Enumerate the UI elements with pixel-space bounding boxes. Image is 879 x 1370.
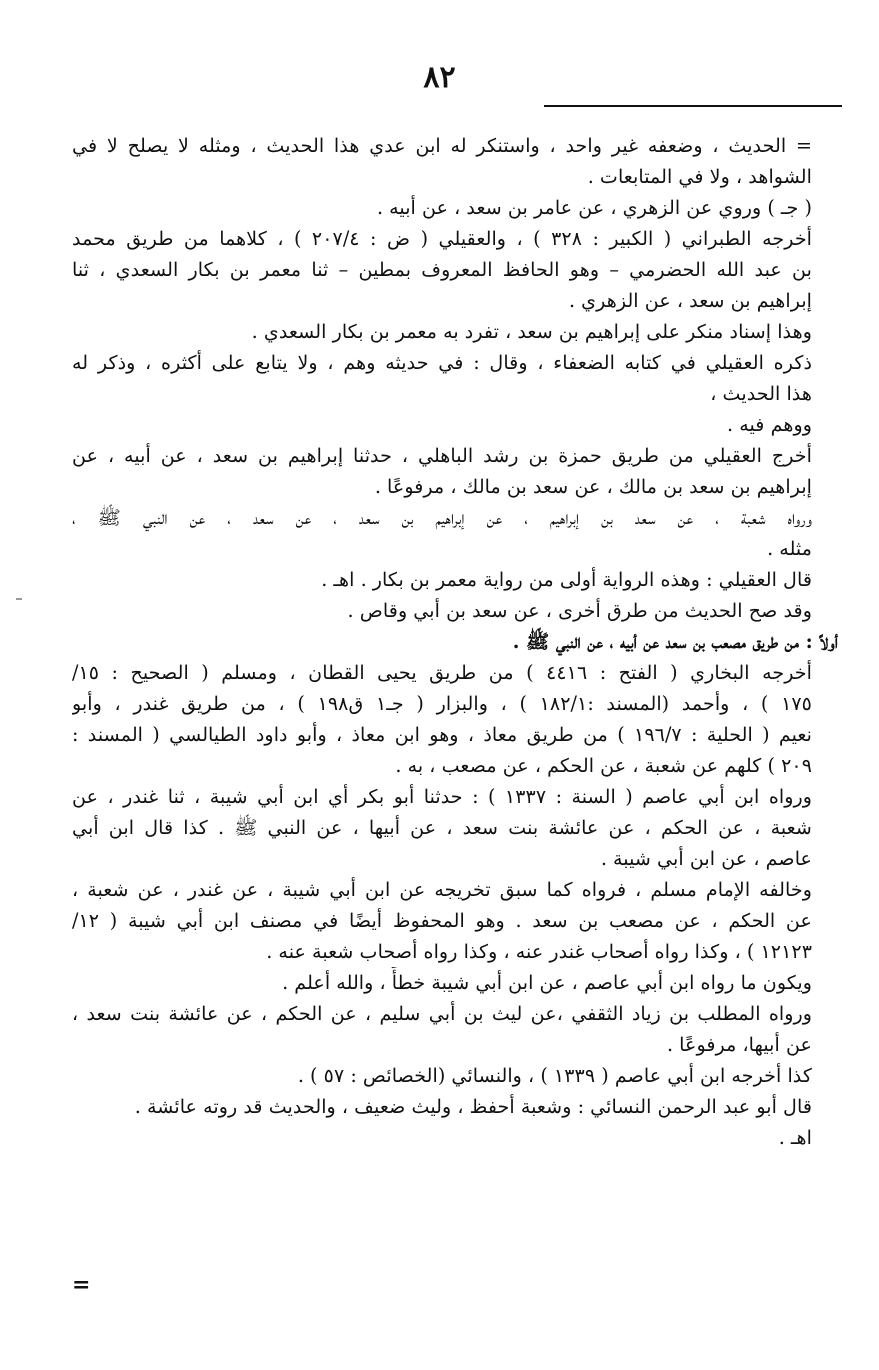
text-line: ١٧٥ ) ، وأحمد (المسند :١٨٢/١ ) ، والبزار ( جـ١ ق١٩٨ ) ، من طريق غندر ، وأبو <box>72 692 812 715</box>
text-line: ووهم فيه . <box>727 413 812 436</box>
text-line: أخرجه البخاري ( الفتح : ٤٤١٦ ) من طريق يحيى القطان ، ومسلم ( الصحيح : ١٥/ <box>72 661 812 684</box>
text-line: نعيم ( الحلية : ١٩٦/٧ ) من طريق معاذ ، وهو ابن معاذ ، وأبو داود الطيالسي ( المسند : <box>72 723 812 746</box>
body-text <box>72 130 838 1153</box>
text-line: إبراهيم بن سعد بن مالك ، عن سعد بن مالك ، مرفوعًا . <box>374 475 812 498</box>
text-line: الشواهد ، ولا في المتابعات . <box>587 165 812 188</box>
continuation-marker: = <box>72 1272 91 1298</box>
text-line: إبراهيم بن سعد ، عن الزهري . <box>568 289 812 312</box>
text-line: عن أبيها، مرفوعًا . <box>666 1033 812 1056</box>
text-line: عن الحكم ، عن مصعب بن سعد . وهو المحفوظ أيضًا في مصنف ابن أبي شيبة ( ١٢/ <box>72 909 812 932</box>
text-line: أخرجه الطبراني ( الكبير : ٣٢٨ ) ، والعقيلي ( ض : ٢٠٧/٤ ) ، كلاهما من طريق محمد <box>72 227 812 250</box>
text-line: عاصم ، عن ابن أبي شيبة . <box>600 847 812 870</box>
margin-mark <box>16 598 22 600</box>
text-line: ورواه ابن أبي عاصم ( السنة : ١٣٣٧ ) : حدثنا أبو بكر أي ابن أبي شيبة ، ثنا غندر ، عن <box>72 785 812 808</box>
text-line: قال العقيلي : وهذه الرواية أولى من رواية معمر بن بكار . اهـ . <box>321 568 812 591</box>
text-line: وهذا إسناد منكر على إبراهيم بن سعد ، تفرد به معمر بن بكار السعدي . <box>251 320 812 343</box>
text-line: أخرج العقيلي من طريق حمزة بن رشد الباهلي ، حدثنا إبراهيم بن سعد ، عن أبيه ، عن <box>72 444 812 467</box>
text-line: شعبة ، عن الحكم ، عن عائشة بنت سعد ، عن أبيها ، عن النبي ﷺ . كذا قال ابن أبي <box>72 816 812 839</box>
text-line: ويكون ما رواه ابن أبي عاصم ، عن ابن أبي شيبة خطأً ، والله أعلم . <box>282 971 812 994</box>
text-line: ورواه شعبة ، عن سعد بن إبراهيم ، عن إبراهيم بن سعد ، عن سعد ، عن النبي ﷺ ، <box>72 506 812 529</box>
section-heading: أولاً : من طريق مصعب بن سعد عن أبيه ، عن النبي ﷺ . <box>512 630 838 653</box>
text-line: وقد صح الحديث من طرق أخرى ، عن سعد بن أبي وقاص . <box>347 599 812 622</box>
text-line: = الحديث ، وضعفه غير واحد ، واستنكر له ابن عدي هذا الحديث ، ومثله لا يصلح لا في <box>72 134 812 157</box>
text-line: ( جـ ) وروي عن الزهري ، عن عامر بن سعد ، عن أبيه . <box>376 196 812 219</box>
header-rule <box>544 105 842 107</box>
text-line: كذا أخرجه ابن أبي عاصم ( ١٣٣٩ ) ، والنسائي (الخصائص : ٥٧ ) . <box>297 1064 812 1087</box>
text-line: ٢٠٩ ) كلهم عن شعبة ، عن الحكم ، عن مصعب ، به . <box>395 754 812 777</box>
text-line: مثله . <box>767 537 812 560</box>
text-line: قال أبو عبد الرحمن النسائي : وشعبة أحفظ ، وليث ضعيف ، والحديث قد روته عائشة . <box>134 1095 812 1118</box>
text-line: ذكره العقيلي في كتابه الضعفاء ، وقال : في حديثه وهم ، ولا يتابع على أكثره ، وذكر له <box>72 351 812 374</box>
text-line: ورواه المطلب بن زياد الثقفي ،عن ليث بن أبي سليم ، عن الحكم ، عن عائشة بنت سعد ، <box>72 1002 812 1025</box>
text-line: هذا الحديث ، <box>710 382 812 405</box>
text-line: بن عبد الله الحضرمي – وهو الحافظ المعروف بمطين – ثنا معمر بن بكار السعدي ، ثنا <box>72 258 812 281</box>
page-number: ٨٢ <box>423 60 456 95</box>
text-line: وخالفه الإمام مسلم ، فرواه كما سبق تخريجه عن ابن أبي شيبة ، عن غندر ، عن شعبة ، <box>72 878 812 901</box>
text-line: اهـ . <box>778 1126 812 1149</box>
text-line: ١٢١٢٣ ) ، وكذا رواه أصحاب غندر عنه ، وكذا رواه أصحاب شعبة عنه . <box>266 940 812 963</box>
